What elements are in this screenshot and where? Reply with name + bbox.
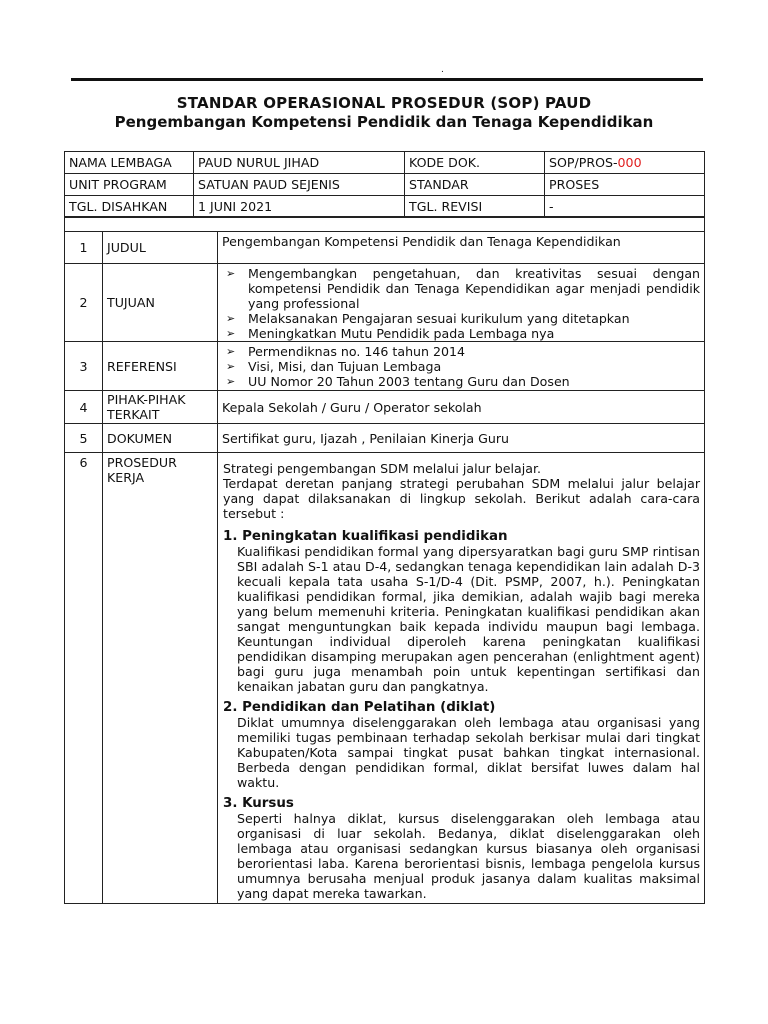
- dokumen-text: Sertifikat guru, Ijazah , Penilaian Kinerja Guru: [218, 424, 705, 453]
- tgl-disahkan-label: TGL. DISAHKAN: [65, 196, 194, 218]
- section-heading: 3. Kursus: [223, 796, 294, 811]
- unit-program-value: SATUAN PAUD SEJENIS: [194, 174, 405, 196]
- tgl-revisi-value: -: [545, 196, 705, 218]
- tujuan-cell: [218, 264, 705, 342]
- row-label: DOKUMEN: [103, 424, 218, 453]
- standar-label: STANDAR: [405, 174, 545, 196]
- list-item: ➢ Permendiknas no. 146 tahun 2014: [222, 344, 700, 359]
- list-item: ➢ Meningkatkan Mutu Pendidik pada Lembaga nya: [222, 326, 700, 341]
- row-tujuan: [65, 264, 705, 342]
- procedure-table: [64, 216, 705, 904]
- kode-dok-number: 000: [617, 155, 642, 170]
- meta-row-tanggal: [65, 196, 705, 218]
- header-rule: [71, 78, 703, 81]
- meta-table: [64, 151, 705, 218]
- section-body: Diklat umumnya diselenggarakan oleh lembaga atau organisasi yang memiliki tugas pembinaan terhadap sekolah berkisar mulai dari tingkat Kabupaten/Kota sampai tingkat pusat bahkan tingkat internasional. Berbeda dengan pendidikan formal, diklat bersifat luwes dalam hal waktu.: [237, 715, 701, 790]
- meta-row-lembaga: [65, 152, 705, 174]
- prosedur-intro: Strategi pengembangan SDM melalui jalur belajar.: [223, 461, 541, 476]
- row-label: REFERENSI: [103, 342, 218, 391]
- kode-dok-value: [545, 152, 705, 174]
- row-label: PIHAK-PIHAK TERKAIT: [103, 391, 218, 424]
- row-label: TUJUAN: [103, 264, 218, 342]
- document-subtitle: Pengembangan Kompetensi Pendidik dan Tenaga Kependidikan: [114, 113, 654, 131]
- nama-lembaga-label: NAMA LEMBAGA: [65, 152, 194, 174]
- section-heading: 2. Pendidikan dan Pelatihan (diklat): [223, 700, 496, 715]
- spacer-row: [65, 217, 705, 232]
- referensi-list: [222, 344, 700, 389]
- kode-dok-label: KODE DOK.: [405, 152, 545, 174]
- row-referensi: [65, 342, 705, 391]
- row-dokumen: [65, 424, 705, 453]
- standar-value: PROSES: [545, 174, 705, 196]
- judul-text: Pengembangan Kompetensi Pendidik dan Tenaga Kependidikan: [218, 232, 705, 264]
- row-label: JUDUL: [103, 232, 218, 264]
- row-number: 1: [65, 232, 103, 264]
- row-judul: [65, 232, 705, 264]
- row-number: 6: [65, 453, 103, 904]
- tgl-disahkan-value: 1 JUNI 2021: [194, 196, 405, 218]
- list-item: ➢ Mengembangkan pengetahuan, dan kreativitas sesuai dengan kompetensi Pendidik dan Tenaga Kependidikan agar menjadi pendidik yang professional: [222, 266, 700, 311]
- row-pihak: [65, 391, 705, 424]
- section-heading: 1. Peningkatan kualifikasi pendidikan: [223, 529, 508, 544]
- referensi-cell: [218, 342, 705, 391]
- section-body: Seperti halnya diklat, kursus diselenggarakan oleh lembaga atau organisasi di luar sekolah. Bedanya, diklat diselenggarakan oleh lembaga atau organisasi sedangkan kursus biasanya oleh organisasi berorientasi laba. Karena berorientasi bisnis, lembaga pengelola kursus umumnya berusaha menjual produk jasanya dalam kualitas maksimal yang dapat mereka tawarkan.: [237, 811, 701, 901]
- document-title: STANDAR OPERASIONAL PROSEDUR (SOP) PAUD: [176, 94, 592, 112]
- row-number: 2: [65, 264, 103, 342]
- row-number: 5: [65, 424, 103, 453]
- list-item: ➢ Melaksanakan Pengajaran sesuai kurikulum yang ditetapkan: [222, 311, 700, 326]
- meta-row-unit: [65, 174, 705, 196]
- tgl-revisi-label: TGL. REVISI: [405, 196, 545, 218]
- section-body: Kualifikasi pendidikan formal yang dipersyaratkan bagi guru SMP rintisan SBI adalah S-1 atau D-4, sedangkan tenaga kependidikan lain adalah D-3 kecuali kepala tata usaha S-1/D-4 (Dit. PSMP, 2007, h.). Peningkatan kualifikasi pendidikan formal, jika demikian, adalah wajib bagi mereka yang belum memenuhi kriteria. Peningkatan kualifikasi pendidikan akan sangat menguntungkan baik kepada individu maupun bagi lembaga. Keuntungan individual diperoleh karena peningkatan kualifikasi pendidikan disamping merupakan agen pencerahan (enlightment agent) bagi guru juga menambah poin untuk kepentingan sertifikasi dan kenaikan jabatan guru dan pangkatnya.: [237, 544, 701, 694]
- header-dot: .: [441, 65, 444, 75]
- row-number: 4: [65, 391, 103, 424]
- tujuan-list: [222, 266, 700, 341]
- list-item: ➢ UU Nomor 20 Tahun 2003 tentang Guru dan Dosen: [222, 374, 700, 389]
- prosedur-intro-detail: Terdapat deretan panjang strategi perubahan SDM melalui jalur belajar yang dapat dilaksanakan di lingkup sekolah. Berikut adalah cara-cara tersebut :: [223, 476, 701, 521]
- row-label: PROSEDUR KERJA: [103, 453, 218, 904]
- unit-program-label: UNIT PROGRAM: [65, 174, 194, 196]
- row-prosedur: [65, 453, 705, 904]
- prosedur-cell: [218, 453, 705, 904]
- row-number: 3: [65, 342, 103, 391]
- kode-dok-prefix: SOP/PROS-: [549, 155, 618, 170]
- nama-lembaga-value: PAUD NURUL JIHAD: [194, 152, 405, 174]
- list-item: ➢ Visi, Misi, dan Tujuan Lembaga: [222, 359, 700, 374]
- pihak-text: Kepala Sekolah / Guru / Operator sekolah: [218, 391, 705, 424]
